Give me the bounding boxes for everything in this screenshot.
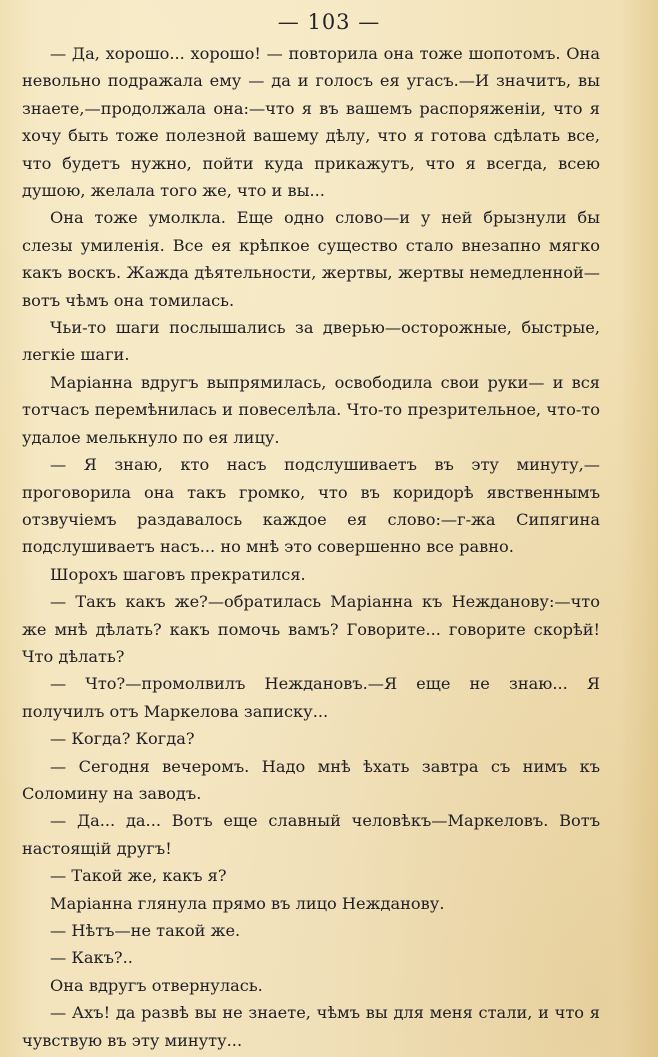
paragraph-4: Маріанна вдругъ выпрямилась, освободила свои руки— и вся тотчасъ перемѣнилась и повеселѣла. Что-то презрительное, что-то удалое мелькнуло по ея лицу. [22, 372, 600, 447]
paragraph-15: — Какъ?.. [50, 948, 133, 968]
paragraph-16: Она вдругъ отвернулась. [50, 975, 263, 995]
paragraph-8: — Что?—промолвилъ Неждановъ.—Я еще не знаю... Я получилъ отъ Маркелова записку... [22, 674, 600, 721]
paragraph-5: — Я знаю, кто насъ подслушиваетъ въ эту минуту,— проговорила она такъ громко, что въ коридорѣ явственнымъ отзвучіемъ раздавалось каждое ея слово:—г-жа Сипягина подслушиваетъ насъ... но мнѣ это совершенно все равно. [22, 455, 600, 557]
paragraph-9: — Когда? Когда? [50, 729, 195, 749]
paragraph-13: Маріанна глянула прямо въ лицо Нежданову. [50, 893, 445, 913]
paragraph-14: — Нѣтъ—не такой же. [50, 921, 241, 940]
paragraph-7: — Такъ какъ же?—обратилась Маріанна къ Нежданову:—что же мнѣ дѣлать? какъ помочь вамъ? Говорите... говорите скорѣй! Что дѣлать? [22, 592, 600, 666]
paragraph-10: — Сегодня вечеромъ. Надо мнѣ ѣхать завтра съ нимъ къ Соломину на заводъ. [22, 756, 600, 803]
paragraph-11: — Да... да... Вотъ еще славный человѣкъ—Маркеловъ. Вотъ настоящій другъ! [22, 811, 600, 858]
page-number: — 103 — [277, 10, 381, 34]
paragraph-6: Шорохъ шаговъ прекратился. [50, 564, 306, 584]
paragraph-2: Она тоже умолкла. Еще одно слово—и у ней брызнули бы слезы умиленія. Все ея крѣпкое существо стало внезапно мягко какъ воскъ. Жажда дѣятельности, жертвы, жертвы немедленной—вотъ чѣмъ она томилась. [22, 208, 600, 310]
paragraph-3: Чьи-то шаги послышались за дверью—осторожные, быстрые, легкіе шаги. [22, 318, 600, 365]
paragraph-12: — Такой же, какъ я? [50, 866, 227, 886]
text-body [22, 40, 600, 1054]
paragraph-17: — Ахъ! да развѣ вы не знаете, чѣмъ вы для меня стали, и что я чувствую въ эту минуту... [22, 1003, 600, 1050]
paragraph-1: — Да, хорошо... хорошо! — повторила она тоже шопотомъ. Она невольно подражала ему — да и голосъ ея угасъ.—И значитъ, вы знаете,—продолжала она:—что я въ вашемъ распоряженіи, что я хочу быть тоже полезной вашему дѣлу, что я готова сдѣлать все, что будетъ нужно, пойти куда прикажутъ, что я всегда, всею душою, желала того же, что и вы... [22, 44, 600, 201]
